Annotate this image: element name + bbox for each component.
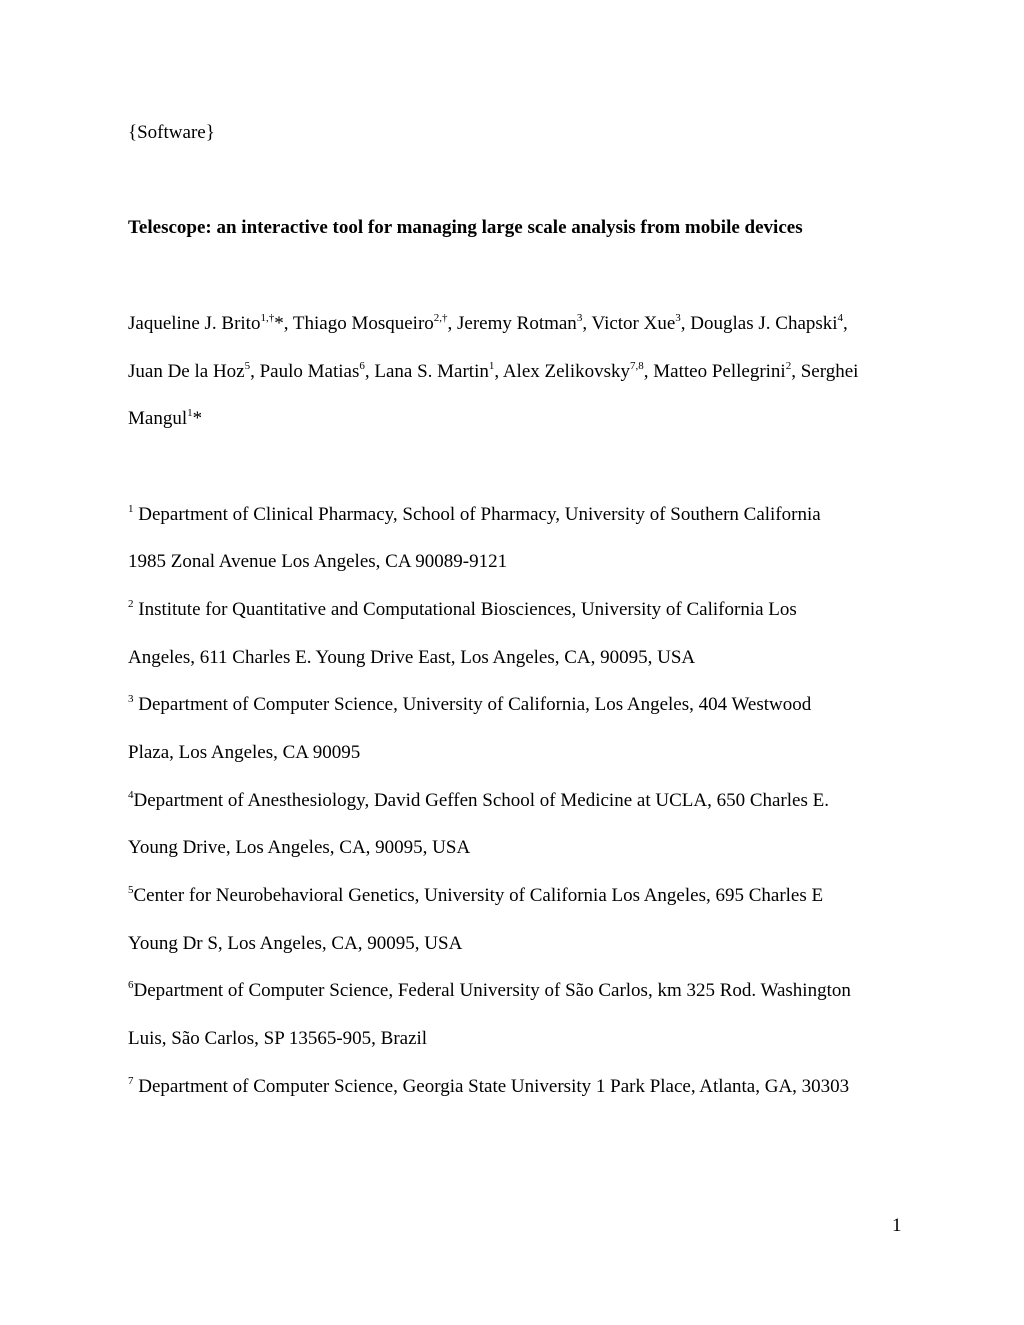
author-line-1	[128, 312, 848, 336]
author-name: Serghei	[800, 361, 859, 382]
author-name: Lana S. Martin	[374, 361, 489, 382]
author-separator: *,	[274, 313, 293, 334]
affiliation-number: 1	[128, 503, 134, 515]
author-affiliation-marker: 7,8	[630, 360, 644, 372]
author-separator: ,	[843, 313, 848, 334]
author-separator: ,	[364, 361, 375, 382]
affiliation-3	[128, 693, 811, 717]
author-line-2	[128, 360, 858, 384]
affiliation-5	[128, 884, 823, 908]
affiliation-text: Department of Computer Science, Georgia State University 1 Park Place, Atlanta, GA, 30303	[138, 1076, 850, 1097]
affiliation-text: Department of Clinical Pharmacy, School of Pharmacy, University of Southern California	[138, 504, 821, 525]
author-name: Victor Xue	[591, 313, 676, 334]
author-name: Jeremy Rotman	[457, 313, 577, 334]
affiliation-number: 6	[128, 979, 134, 991]
author-affiliation-marker: 3	[576, 312, 583, 324]
author-separator: *	[192, 408, 203, 429]
affiliation-2-cont: Angeles, 611 Charles E. Young Drive East, Los Angeles, CA, 90095, USA	[128, 647, 696, 668]
author-name: Thiago Mosqueiro	[292, 313, 434, 334]
author-name: Paulo Matias	[259, 361, 360, 382]
author-affiliation-marker: 1,†	[260, 312, 275, 324]
section-tag: {Software}	[128, 122, 215, 143]
affiliation-number: 2	[128, 598, 134, 610]
author-affiliation-marker: 1	[187, 407, 193, 419]
affiliation-4-cont: Young Drive, Los Angeles, CA, 90095, USA	[128, 837, 471, 858]
author-affiliation-marker: 3	[675, 312, 681, 324]
author-name: Juan De la Hoz	[128, 361, 245, 382]
affiliation-number: 4	[128, 789, 134, 801]
affiliation-text: Department of Computer Science, University of California, Los Angeles, 404 Westwood	[138, 694, 812, 715]
affiliation-number: 5	[128, 884, 134, 896]
author-separator: ,	[680, 313, 691, 334]
affiliation-number: 3	[128, 693, 134, 705]
author-name: Jaqueline J. Brito	[128, 313, 261, 334]
author-name: Douglas J. Chapski	[690, 313, 838, 334]
author-affiliation-marker: 2,†	[433, 312, 448, 324]
affiliation-6-cont: Luis, São Carlos, SP 13565-905, Brazil	[128, 1028, 428, 1049]
affiliation-number: 7	[128, 1075, 134, 1087]
author-affiliation-marker: 1	[488, 360, 495, 372]
affiliation-1-cont: 1985 Zonal Avenue Los Angeles, CA 90089-9121	[128, 551, 508, 572]
author-separator: ,	[643, 361, 654, 382]
affiliation-3-cont: Plaza, Los Angeles, CA 90095	[128, 742, 361, 763]
author-affiliation-marker: 6	[359, 360, 365, 372]
affiliation-text: Department of Computer Science, Federal University of São Carlos, km 325 Rod. Washington	[133, 980, 851, 1001]
author-affiliation-marker: 2	[785, 360, 792, 372]
author-name: Alex Zelikovsky	[502, 361, 631, 382]
author-name: Mangul	[128, 408, 188, 429]
affiliation-text: Institute for Quantitative and Computational Biosciences, University of California Los	[138, 599, 797, 620]
author-affiliation-marker: 4	[837, 312, 844, 324]
author-affiliation-marker: 5	[244, 360, 251, 372]
affiliation-2	[128, 598, 797, 622]
affiliation-text: Department of Anesthesiology, David Geffen School of Medicine at UCLA, 650 Charles E.	[133, 790, 829, 811]
author-separator: ,	[447, 313, 458, 334]
author-separator: ,	[582, 313, 592, 334]
page-number: 1	[892, 1215, 902, 1236]
affiliation-4	[128, 789, 829, 813]
author-separator: ,	[494, 361, 503, 382]
author-line-3	[128, 407, 202, 431]
author-name: Matteo Pellegrini	[653, 361, 786, 382]
affiliation-5-cont: Young Dr S, Los Angeles, CA, 90095, USA	[128, 933, 463, 954]
author-separator: ,	[250, 361, 260, 382]
affiliation-1	[128, 503, 821, 527]
affiliation-7	[128, 1075, 849, 1099]
affiliation-6	[128, 979, 851, 1003]
affiliation-text: Center for Neurobehavioral Genetics, University of California Los Angeles, 695 Charles E	[133, 885, 824, 906]
author-separator: ,	[791, 361, 801, 382]
paper-title: Telescope: an interactive tool for managing large scale analysis from mobile devices	[128, 217, 803, 238]
